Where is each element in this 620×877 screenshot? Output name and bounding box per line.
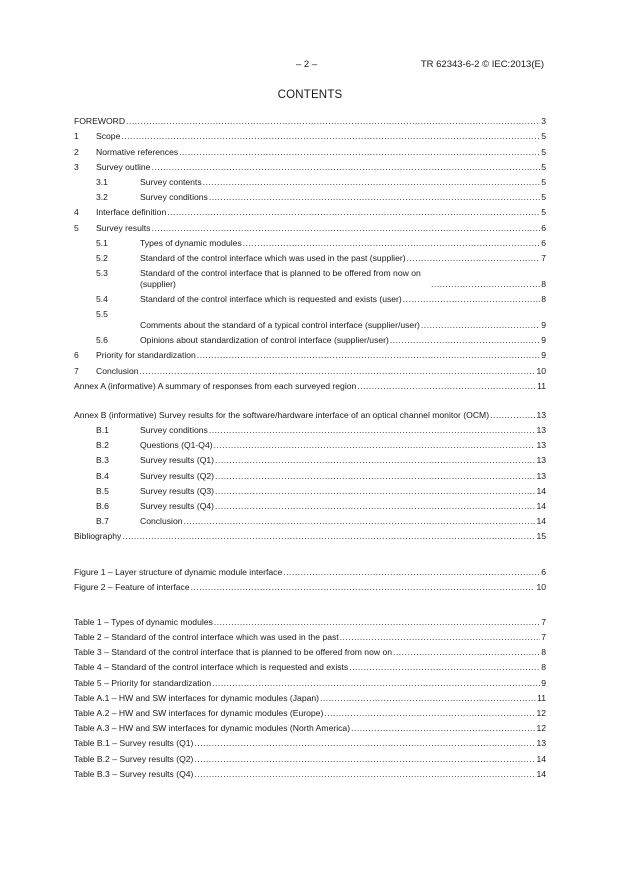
toc-entry-text: Survey results (Q4) [140,500,215,511]
figure-entry-page: 10 [536,581,546,592]
toc-entry-page: 8 [541,278,546,289]
toc-entry[interactable] [74,234,546,249]
toc-entry[interactable] [74,188,546,203]
toc-entry-page: 13 [536,440,546,451]
table-entry-page: 8 [541,662,546,673]
leader-dots [209,192,540,203]
toc-entry[interactable] [74,142,546,157]
toc-entry-number: 5.2 [96,252,108,263]
toc-entry-bibliography[interactable] [74,527,546,542]
page-title: CONTENTS [277,89,343,101]
toc-entry[interactable] [74,158,546,173]
toc-entry-page: 5 [541,161,546,172]
toc-entry-page: 14 [536,516,546,527]
toc-entry-page: 6 [541,237,546,248]
toc-entry-number: 3.1 [96,176,108,187]
toc-entry-number: B.7 [96,516,109,527]
leader-dots [357,381,536,392]
toc-entry-page: 5 [541,176,546,187]
table-entry-page: 14 [536,753,546,764]
table-entry-page: 8 [541,647,546,658]
toc-entry-annex-b[interactable] [74,392,546,421]
document-reference: TR 62343-6-2 © IEC:2013(E) [420,59,544,70]
toc-entry[interactable] [74,218,546,233]
leader-dots [209,425,536,436]
list-of-tables-entry[interactable] [74,613,546,628]
toc-entry-number: B.1 [96,425,109,435]
toc-entry-page: 13 [536,425,546,435]
leader-dots [140,366,536,377]
toc-entry[interactable] [74,482,546,497]
toc-entry[interactable] [74,451,546,466]
toc-entry[interactable] [74,264,546,290]
list-of-figures-entry[interactable] [74,578,546,593]
table-entry-text: Table A.2 – HW and SW interfaces for dynamic modules (Europe) [74,708,324,718]
toc-entry-text: Interface definition [96,207,167,218]
toc-entry-text: Conclusion [96,365,139,376]
toc-entry-text: Survey conditions [140,192,208,203]
toc-entry-text: Standard of the control interface that is planned to be offered from now on (supplier) [140,267,421,289]
toc-entry[interactable] [74,127,546,142]
toc-entry-text: Annex A (informative) A summary of responses from each surveyed region [74,380,357,391]
toc-entry[interactable] [74,466,546,481]
toc-entry-page: 13 [536,470,546,481]
leader-dots [215,486,535,497]
table-entry-page: 12 [536,723,546,734]
toc-entry-number: B.3 [96,455,109,466]
list-of-tables-entry[interactable] [74,734,546,749]
toc-entry[interactable] [74,305,546,331]
toc-entry-text: Survey conditions [140,425,208,435]
leader-dots [351,723,535,734]
toc-entry-number: 5.1 [96,237,108,248]
leader-dots [194,769,535,780]
toc-entry-text: Standard of the control interface which was used in the past (supplier) [140,252,406,263]
toc-entry[interactable] [74,512,546,527]
list-of-tables-entry[interactable] [74,643,546,658]
toc-entry-number: 3.2 [96,192,108,203]
toc-entry-page: 10 [536,365,546,376]
toc-entry-text: Normative references [96,146,179,157]
toc-entry-number: B.6 [96,500,109,511]
leader-dots [194,738,535,749]
toc-entry-number: 3 [74,161,79,172]
leader-dots [324,708,535,719]
toc-entry-page: 9 [541,320,546,331]
toc-entry-number: 1 [74,131,79,142]
leader-dots [214,617,540,628]
leader-dots [151,223,540,234]
toc-entry-number: 5.4 [96,294,108,305]
toc-entry-text: Opinions about standardization of control interface (supplier/user) [140,335,389,346]
leader-dots [403,294,540,305]
toc-entry-page: 13 [536,409,546,420]
figure-entry-text: Figure 2 – Feature of interface [74,581,190,592]
leader-dots [122,531,535,542]
leader-dots [421,320,540,331]
toc-entry-page: 7 [541,252,546,263]
toc-entry-text: Types of dynamic modules [140,237,242,248]
table-entry-text: Table 4 – Standard of the control interface which is requested and exists [74,662,349,673]
toc-entry[interactable] [74,421,546,436]
table-entry-text: Table B.2 – Survey results (Q2) [74,753,194,764]
toc-entry-text: Survey outline [96,161,151,172]
toc-entry[interactable] [74,346,546,361]
leader-dots [212,678,540,689]
leader-dots [431,279,540,290]
toc-entry-text: Conclusion [140,516,183,527]
leader-dots [390,335,540,346]
figure-entry-page: 6 [541,566,546,577]
leader-dots [320,693,536,704]
toc-entry-text: Priority for standardization [96,350,196,361]
table-entry-text: Table B.3 – Survey results (Q4) [74,768,194,779]
toc-entry-page: 5 [541,192,546,203]
list-of-tables-entry[interactable] [74,658,546,673]
list-of-tables-entry[interactable] [74,765,546,780]
toc-entry-page: 9 [541,350,546,361]
leader-dots [214,440,536,451]
toc-entry-page: 6 [541,222,546,233]
table-entry-text: Table B.1 – Survey results (Q1) [74,738,194,749]
toc-entry-number: 4 [74,207,79,218]
toc-entry[interactable] [74,361,546,376]
leader-dots [490,410,535,421]
toc-entry[interactable] [74,290,546,305]
toc-entry-number: 5.3 [96,267,108,278]
toc-entry-page: 5 [541,207,546,218]
toc-entry-page: 15 [536,531,546,542]
leader-dots [167,207,540,218]
table-entry-page: 9 [541,677,546,688]
toc-entry[interactable] [74,436,546,451]
toc-entry-text: Standard of the control interface which is requested and exists (user) [140,294,402,305]
table-of-contents [74,112,546,780]
table-entry-text: Table 5 – Priority for standardization [74,677,212,688]
leader-dots [191,582,536,593]
toc-entry-text: Annex B (informative) Survey results for the software/hardware interface of an optical channel monitor (OCM) [74,409,490,420]
table-entry-text: Table 3 – Standard of the control interface that is planned to be offered from now on [74,647,393,658]
leader-dots [184,516,536,527]
toc-entry-annex-a[interactable] [74,377,546,392]
leader-dots [121,131,540,142]
toc-entry-number: 2 [74,146,79,157]
leader-dots [179,147,540,158]
toc-entry-text: Comments about the standard of a typical control interface (supplier/user) [140,320,420,331]
list-of-tables-entry[interactable] [74,689,546,704]
leader-dots [349,662,540,673]
toc-entry-text: Bibliography [74,531,122,542]
toc-entry-foreword[interactable] [74,112,546,127]
toc-entry-number: 5.6 [96,335,108,346]
leader-dots [393,647,540,658]
toc-entry-text: Survey results (Q3) [140,485,215,496]
leader-dots [194,754,535,765]
toc-entry-page: 9 [541,335,546,346]
toc-entry[interactable] [74,497,546,512]
toc-entry-text: Survey contents [140,176,202,187]
leader-dots [151,162,540,173]
toc-entry-text: Scope [96,131,121,142]
list-of-tables-entry[interactable] [74,719,546,734]
toc-entry-text: Questions (Q1-Q4) [140,440,213,451]
toc-entry[interactable] [74,203,546,218]
table-entry-text: Table A.1 – HW and SW interfaces for dynamic modules (Japan) [74,692,320,703]
table-entry-page: 12 [536,708,546,718]
leader-dots [283,567,540,578]
toc-entry-number: 6 [74,350,79,361]
leader-dots [215,455,535,466]
toc-entry-page: 13 [536,455,546,466]
toc-entry[interactable] [74,249,546,264]
table-entry-page: 14 [536,768,546,779]
leader-dots [126,116,540,127]
toc-entry-page: 8 [541,294,546,305]
toc-entry-number: 5 [74,222,79,233]
leader-dots [203,177,541,188]
toc-entry-page: 11 [537,380,546,391]
toc-entry-number: B.5 [96,485,109,496]
table-entry-page: 7 [541,616,546,627]
toc-entry-page: 14 [536,500,546,511]
toc-entry-text: Survey results (Q2) [140,470,215,481]
toc-entry-page: 5 [541,146,546,157]
list-of-figures-entry[interactable] [74,562,546,577]
leader-dots [243,238,540,249]
table-entry-page: 7 [541,632,546,643]
toc-entry-text: Survey results (Q1) [140,455,215,466]
list-of-tables-entry[interactable] [74,673,546,688]
table-entry-page: 11 [537,692,546,703]
toc-entry-number: B.2 [96,440,109,451]
toc-entry[interactable] [74,173,546,188]
list-of-tables-entry[interactable] [74,704,546,719]
toc-entry-text: Survey results [96,222,151,233]
leader-dots [197,350,540,361]
toc-entry-number: 5.5 [96,309,108,320]
toc-entry-page: 3 [541,116,546,127]
toc-entry-number: 7 [74,365,79,376]
toc-entry[interactable] [74,331,546,346]
toc-entry-text: FOREWORD [74,116,126,127]
toc-entry-page: 14 [536,485,546,496]
table-entry-page: 13 [536,738,546,749]
leader-dots [215,501,535,512]
leader-dots [340,632,541,643]
figure-entry-text: Figure 1 – Layer structure of dynamic module interface [74,566,283,577]
table-entry-text: Table 2 – Standard of the control interface which was used in the past [74,632,339,643]
leader-dots [215,471,535,482]
toc-entry-page: 5 [541,131,546,142]
page-number: – 2 – [296,59,318,70]
table-entry-text: Table A.3 – HW and SW interfaces for dynamic modules (North America) [74,723,351,734]
table-entry-text: Table 1 – Types of dynamic modules [74,616,213,627]
list-of-tables-entry[interactable] [74,628,546,643]
toc-entry-number: B.4 [96,470,109,481]
list-of-tables-entry[interactable] [74,749,546,764]
leader-dots [407,253,541,264]
